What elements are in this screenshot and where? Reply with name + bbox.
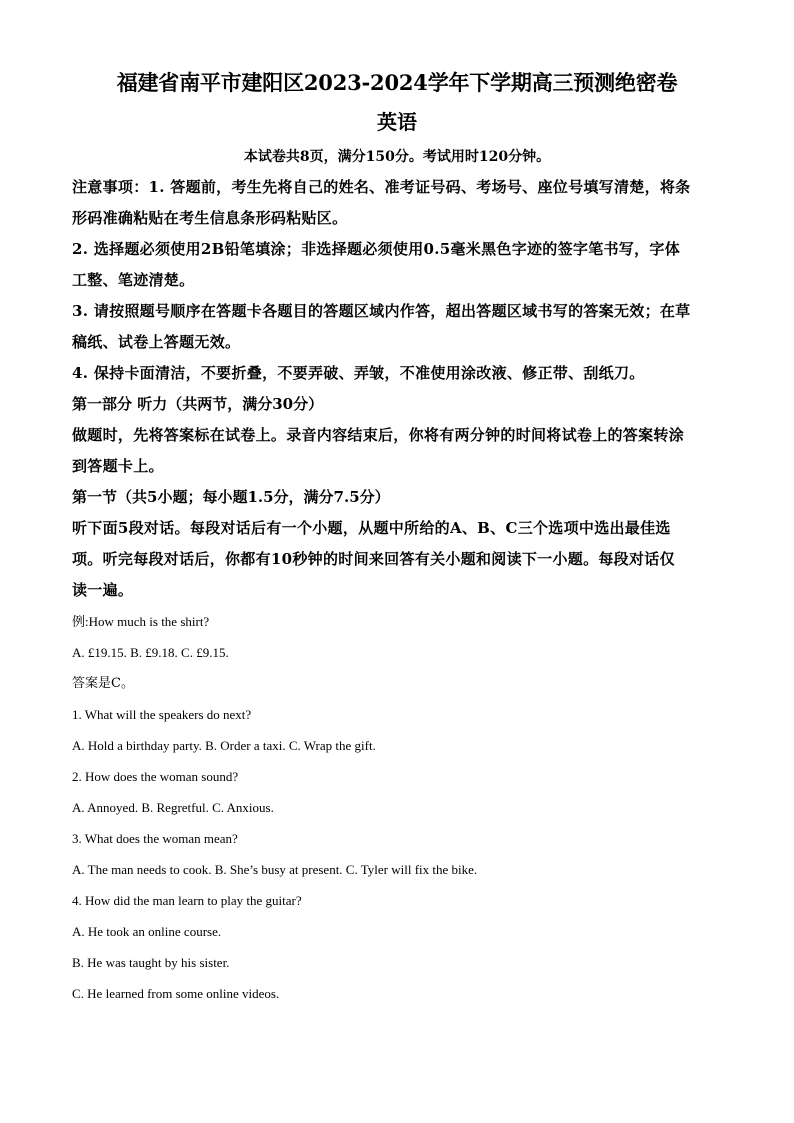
question-options: A. Hold a birthday party. B. Order a taxi. C. Wrap the gift. — [72, 738, 376, 753]
example-options: A. £19.15. B. £9.18. C. £9.15. — [72, 645, 229, 660]
question-stem: 4. How did the man learn to play the guitar? — [72, 893, 302, 908]
question-stem: 2. How does the woman sound? — [72, 769, 239, 784]
part1-heading: 第一部分 听力（共两节，满分30分） — [72, 395, 324, 413]
instructions-block — [72, 172, 722, 389]
example-block — [72, 606, 722, 699]
example-answer: 答案是C。 — [72, 676, 134, 691]
question-options: A. The man needs to cook. B. She’s busy at present. C. Tyler will fix the bike. — [72, 862, 478, 877]
instruction-4: 4. 保持卡面清洁，不要折叠，不要弄破、弄皱，不准使用涂改液、修正带、刮纸刀。 — [72, 364, 645, 382]
instruction-1: 注意事项：1. 答题前，考生先将自己的姓名、准考证号码、考场号、座位号填写清楚，将条 形码准确粘贴在考生信息条形码粘贴区。 — [72, 178, 691, 227]
question-stem: 1. What will the speakers do next? — [72, 707, 252, 722]
subject-heading: 英语 — [377, 110, 417, 134]
question-stem: 3. What does the woman mean? — [72, 831, 238, 846]
question-option-a: A. He took an online course. — [72, 924, 222, 939]
instruction-3: 3. 请按照题号顺序在答题卡各题目的答题区域内作答，超出答题区域书写的答案无效；在草 稿纸、试卷上答题无效。 — [72, 302, 691, 351]
example-question: 例:How much is the shirt? — [72, 614, 210, 629]
question-options: A. Annoyed. B. Regretful. C. Anxious. — [72, 800, 274, 815]
question-list — [72, 699, 722, 1009]
section1-directions: 听下面5段对话。每段对话后有一个小题，从题中所给的A、B、C三个选项中选出最佳选 项。听完每段对话后，你都有10秒钟的时间来回答有关小题和阅读下一小题。每段对话仅 读一遍。 — [72, 519, 675, 599]
instruction-2: 2. 选择题必须使用2B铅笔填涂；非选择题必须使用0.5毫米黑色字迹的签字笔书写，字体 工整、笔迹清楚。 — [72, 240, 680, 289]
exam-meta-info: 本试卷共8页，满分150分。考试用时120分钟。 — [243, 149, 551, 165]
question-option-c: C. He learned from some online videos. — [72, 986, 280, 1001]
section1-heading: 第一节（共5小题；每小题1.5分，满分7.5分） — [72, 488, 390, 506]
exam-title: 福建省南平市建阳区2023-2024学年下学期高三预测绝密卷 — [116, 70, 678, 95]
question-option-b: B. He was taught by his sister. — [72, 955, 230, 970]
exam-page — [72, 68, 722, 1009]
part1-intro: 做题时，先将答案标在试卷上。录音内容结束后，你将有两分钟的时间将试卷上的答案转涂 到答题卡上。 — [72, 426, 685, 475]
